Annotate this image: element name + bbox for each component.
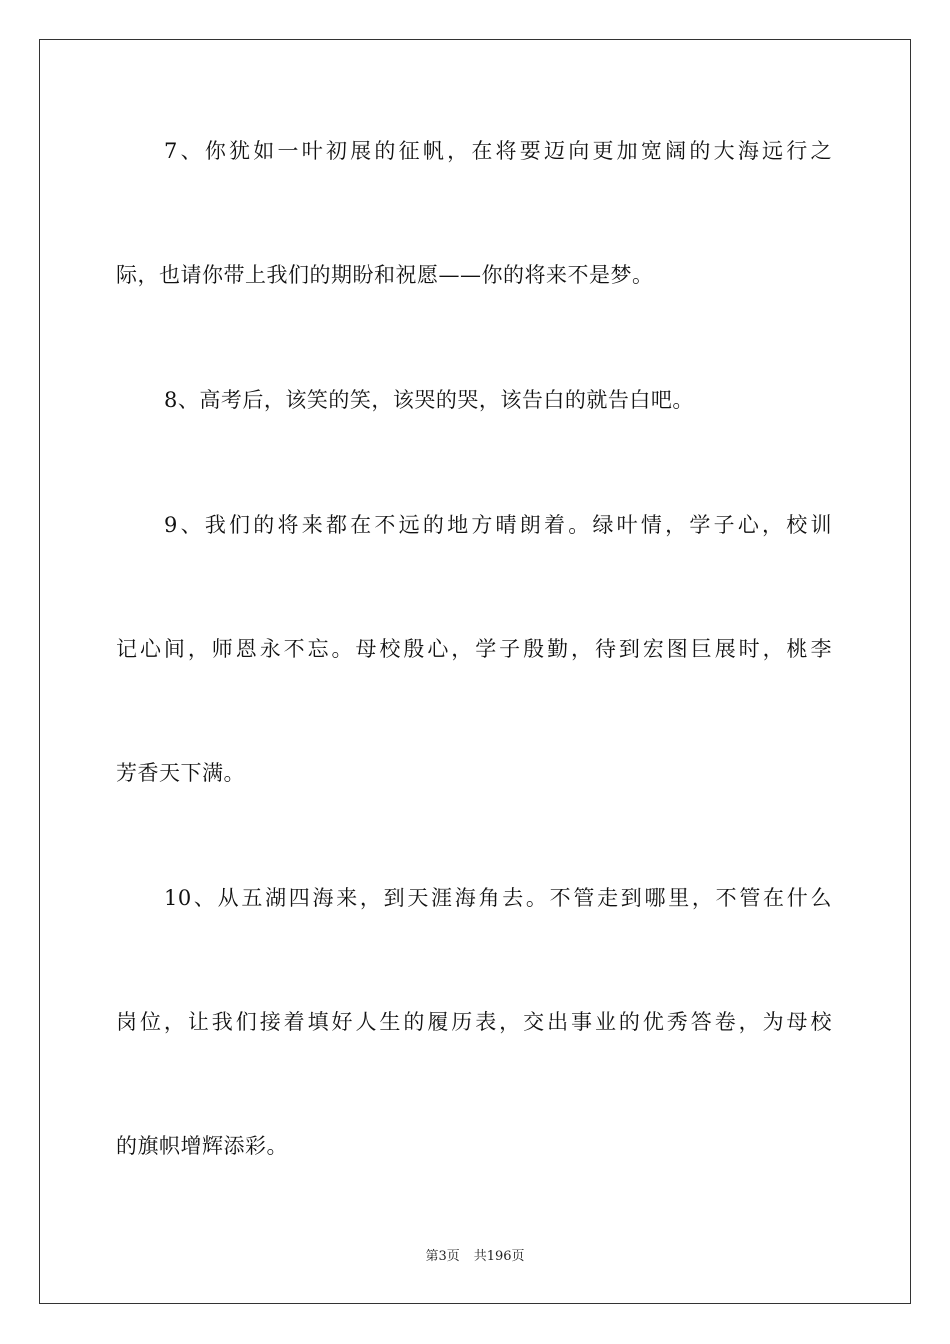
paragraph-7-line-2: 际，也请你带上我们的期盼和祝愿——你的将来不是梦。 [116,263,654,287]
paragraph-10-line-2: 岗位，让我们接着填好人生的履历表，交出事业的优秀答卷，为母校 [116,1010,832,1034]
page-footer [0,1248,950,1266]
paragraph-9-line-3: 芳香天下满。 [116,761,245,785]
page-number: 第3页 [425,1249,460,1264]
page-frame [39,39,911,1304]
paragraph-8-line-1: 8、高考后，该笑的笑，该哭的哭，该告白的就告白吧。 [164,388,694,412]
paragraph-7-line-1: 7、你犹如一叶初展的征帆，在将要迈向更加宽阔的大海远行之 [164,139,832,163]
page-total: 共196页 [473,1249,525,1264]
paragraph-9-line-1: 9、我们的将来都在不远的地方晴朗着。绿叶情，学子心，校训 [164,513,832,537]
paragraph-10-line-3: 的旗帜增辉添彩。 [116,1134,288,1158]
paragraph-9-line-2: 记心间，师恩永不忘。母校殷心，学子殷勤，待到宏图巨展时，桃李 [116,637,832,661]
paragraph-10-line-1: 10、从五湖四海来，到天涯海角去。不管走到哪里，不管在什么 [164,886,832,910]
